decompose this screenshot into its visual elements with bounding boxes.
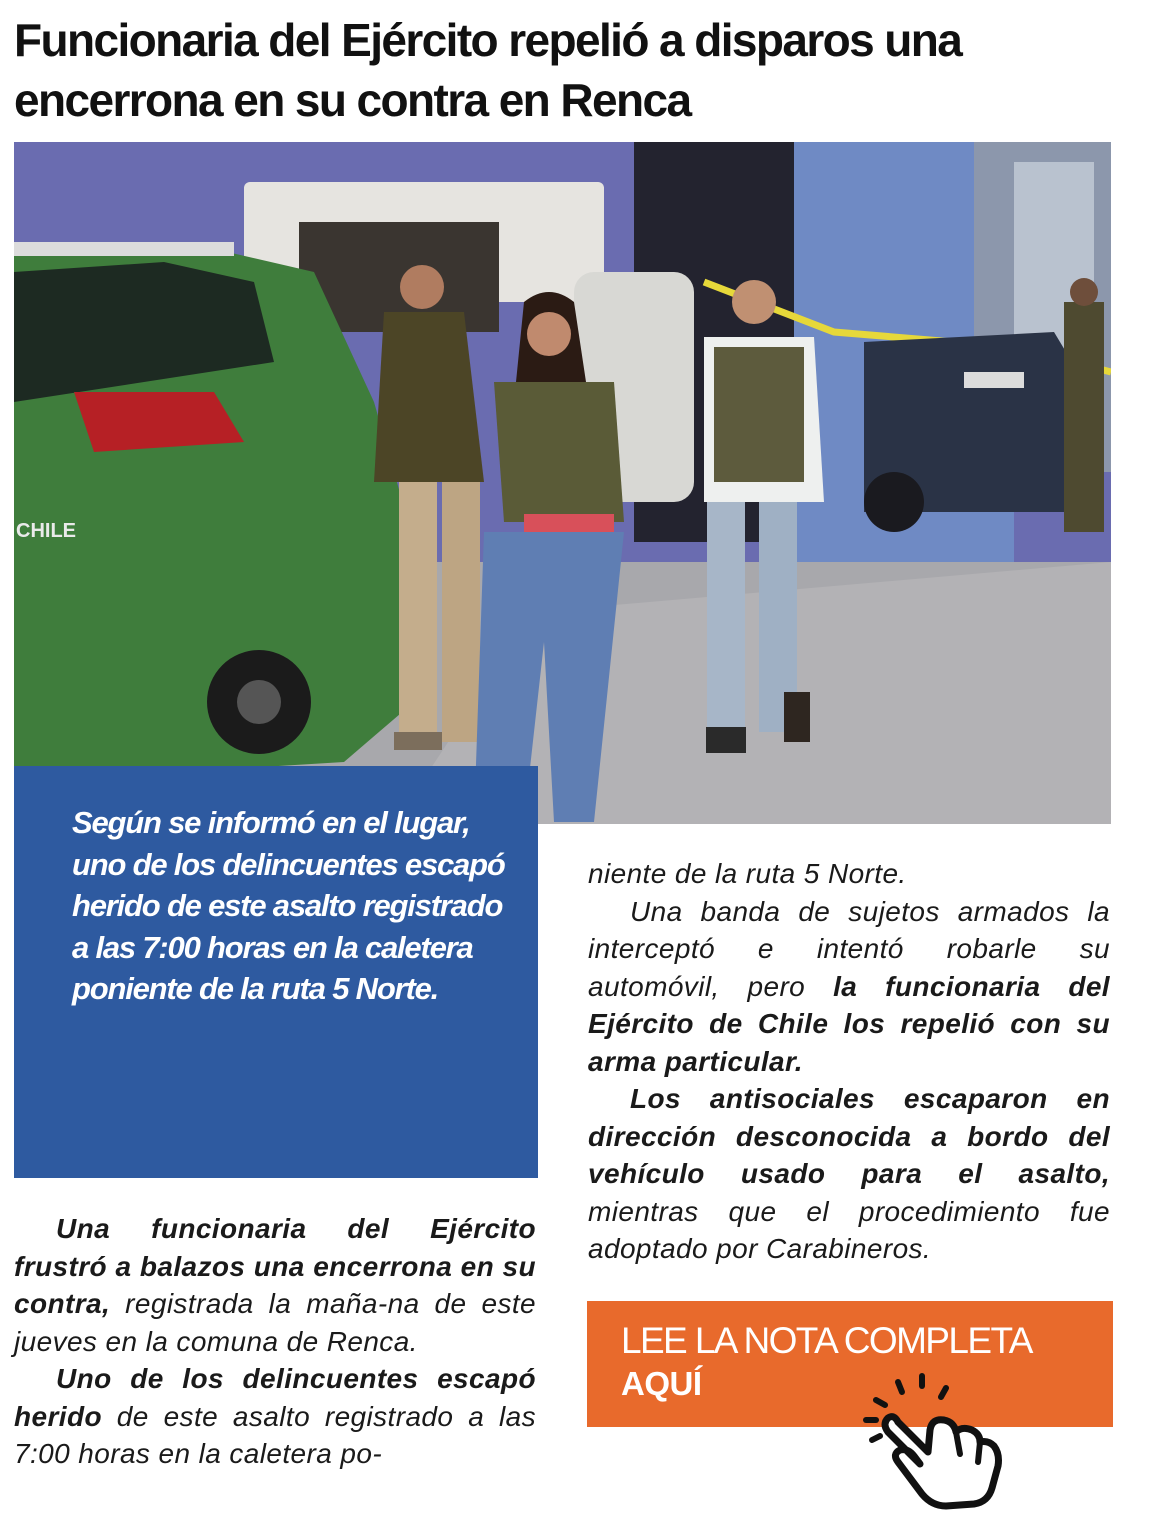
article-paragraph-4 [588, 1080, 1110, 1268]
read-full-note-button[interactable] [587, 1301, 1113, 1427]
article-paragraph-1 [14, 1210, 536, 1360]
cta-line-1: LEE LA NOTA COMPLETA [621, 1320, 1032, 1361]
paragraph-1-lead: Una funcionaria del Ejército frustró a balazos una encerrona en su contra, [14, 1213, 536, 1319]
headline: Funcionaria del Ejército repelió a disparos una encerrona en su contra en Renca [14, 14, 962, 126]
paragraph-3-emphasis: la funcionaria del Ejército de Chile los repelió con su arma particular. [588, 970, 1110, 1077]
news-photo [14, 142, 1111, 824]
paragraph-3-text: Una banda de sujetos armados la interceptó e intentó robarle su automóvil, pero [588, 895, 1110, 1002]
news-photo-illustration [14, 142, 1111, 824]
paragraph-1-text: registrada la maña-na de este jueves en la comuna de Renca. [14, 1288, 536, 1357]
car-plate-text: CHILE [16, 520, 76, 542]
pullquote-text: Según se informó en el lugar, uno de los delincuentes escapó herido de este asalto registrado a las 7:00 horas en la caletera poniente de la ruta 5 Norte. [72, 805, 505, 1007]
article-column-right [588, 855, 1110, 1268]
pointing-hand-icon[interactable] [858, 1370, 1018, 1510]
paragraph-2-text: de este asalto registrado a las 7:00 horas en la caletera po- [14, 1400, 536, 1469]
article-column-left [14, 1210, 536, 1473]
article-paragraph-2-continued: niente de la ruta 5 Norte. [588, 858, 907, 889]
pullquote-box [14, 766, 538, 1178]
article-paragraph-2 [14, 1360, 536, 1473]
cta-line-2: AQUÍ [621, 1365, 702, 1402]
paragraph-4-lead: Los antisociales escaparon en dirección desconocida a bordo del vehículo usado para el asalto, [588, 1083, 1110, 1189]
paragraph-2-lead: Uno de los delincuentes escapó herido [14, 1363, 536, 1432]
paragraph-4-text: mientras que el procedimiento fue adoptado por Carabineros. [588, 1195, 1110, 1264]
article-paragraph-3 [588, 893, 1110, 1081]
